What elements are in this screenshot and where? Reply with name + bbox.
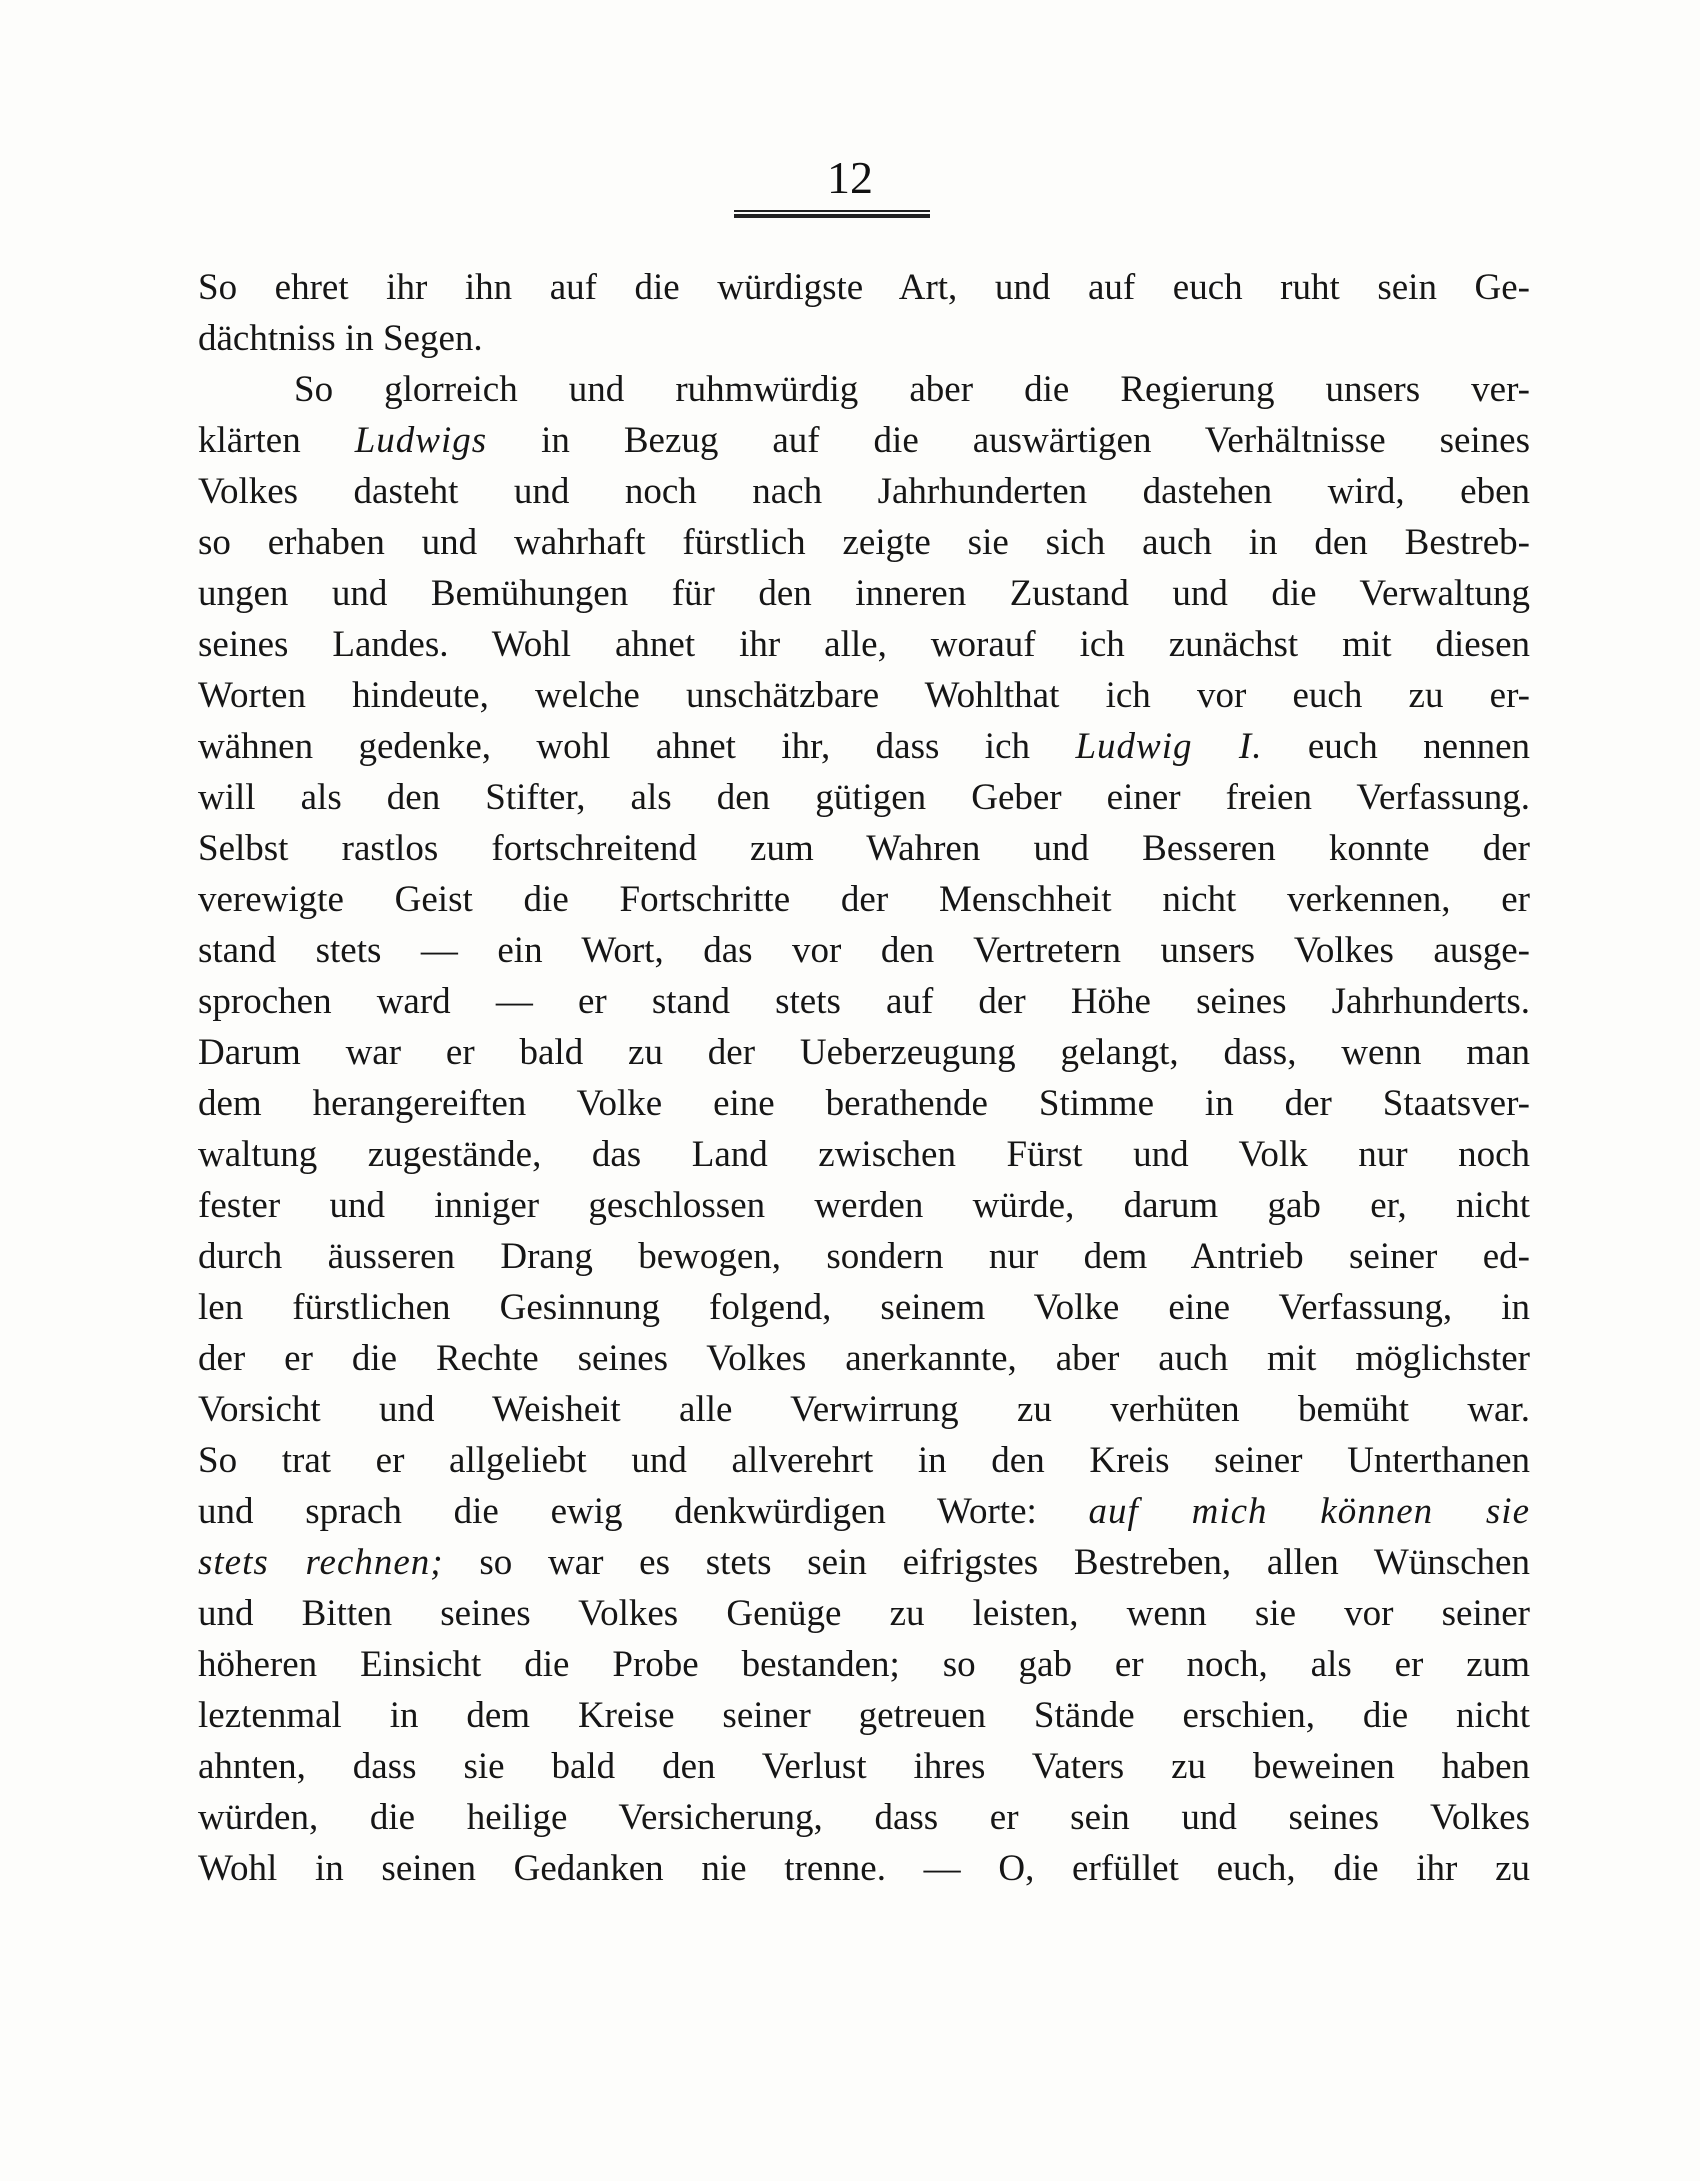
text-line: Vorsicht und Weisheit alle Verwirrung zu verhüten bemüht war. xyxy=(198,1389,1530,1430)
text-line: leztenmal in dem Kreise seiner getreuen Stände erschien, die nicht xyxy=(198,1695,1530,1736)
text-line: dem herangereiften Volke eine berathende Stimme in der Staatsver- xyxy=(198,1083,1530,1124)
text-line: Darum war er bald zu der Ueberzeugung gelangt, dass, wenn man xyxy=(198,1032,1530,1073)
text-line: höheren Einsicht die Probe bestanden; so gab er noch, als er zum xyxy=(198,1644,1530,1685)
text-line: len fürstlichen Gesinnung folgend, seinem Volke eine Verfassung, in xyxy=(198,1287,1530,1328)
header-rule-thin xyxy=(734,210,930,212)
italic-name: Ludwig I. xyxy=(1075,726,1263,767)
page-number: 12 xyxy=(827,152,873,203)
text-line: Wohl in seinen Gedanken nie trenne. — O, erfüllet euch, die ihr zu xyxy=(198,1848,1530,1889)
text-line: so erhaben und wahrhaft fürstlich zeigte sie sich auch in den Bestreb- xyxy=(198,522,1530,563)
header-double-rule xyxy=(734,210,930,220)
text-line: wähnen gedenke, wohl ahnet ihr, dass ich Ludwig I. euch nennen xyxy=(198,726,1530,767)
text-line: und sprach die ewig denkwürdigen Worte: auf mich können sie xyxy=(198,1491,1530,1532)
text-line: stets rechnen; so war es stets sein eifrigstes Bestreben, allen Wünschen xyxy=(198,1542,1530,1583)
text-line: So glorreich und ruhmwürdig aber die Regierung unsers ver- xyxy=(294,369,1530,410)
text-line: fester und inniger geschlossen werden würde, darum gab er, nicht xyxy=(198,1185,1530,1226)
italic-quote: auf mich können sie xyxy=(1088,1491,1530,1532)
text-line: durch äusseren Drang bewogen, sondern nur dem Antrieb seiner ed- xyxy=(198,1236,1530,1277)
italic-name: Ludwigs xyxy=(354,420,488,461)
text-line: sprochen ward — er stand stets auf der Höhe seines Jahrhunderts. xyxy=(198,981,1530,1022)
text-line: Worten hindeute, welche unschätzbare Wohlthat ich vor euch zu er- xyxy=(198,675,1530,716)
text-line: ahnten, dass sie bald den Verlust ihres Vaters zu beweinen haben xyxy=(198,1746,1530,1787)
body-text xyxy=(198,262,1530,1894)
text-line: Volkes dasteht und noch nach Jahrhunderten dastehen wird, eben xyxy=(198,471,1530,512)
text-line: klärten Ludwigs in Bezug auf die auswärtigen Verhältnisse seines xyxy=(198,420,1530,461)
text-line: und Bitten seines Volkes Genüge zu leisten, wenn sie vor seiner xyxy=(198,1593,1530,1634)
text-line: waltung zugestände, das Land zwischen Fürst und Volk nur noch xyxy=(198,1134,1530,1175)
text-line: ungen und Bemühungen für den inneren Zustand und die Verwaltung xyxy=(198,573,1530,614)
text-line: dächtniss in Segen. xyxy=(198,318,483,359)
text-line: der er die Rechte seines Volkes anerkannte, aber auch mit möglichster xyxy=(198,1338,1530,1379)
italic-quote: stets rechnen; xyxy=(198,1542,444,1583)
text-line: seines Landes. Wohl ahnet ihr alle, worauf ich zunächst mit diesen xyxy=(198,624,1530,665)
text-line: würden, die heilige Versicherung, dass er sein und seines Volkes xyxy=(198,1797,1530,1838)
text-line: So trat er allgeliebt und allverehrt in den Kreis seiner Unterthanen xyxy=(198,1440,1530,1481)
text-line: will als den Stifter, als den gütigen Geber einer freien Verfassung. xyxy=(198,777,1530,818)
text-line: verewigte Geist die Fortschritte der Menschheit nicht verkennen, er xyxy=(198,879,1530,920)
text-line: So ehret ihr ihn auf die würdigste Art, und auf euch ruht sein Ge- xyxy=(198,267,1530,308)
text-line: stand stets — ein Wort, das vor den Vertretern unsers Volkes ausge- xyxy=(198,930,1530,971)
header-rule-thick xyxy=(734,214,930,218)
text-line: Selbst rastlos fortschreitend zum Wahren und Besseren konnte der xyxy=(198,828,1530,869)
